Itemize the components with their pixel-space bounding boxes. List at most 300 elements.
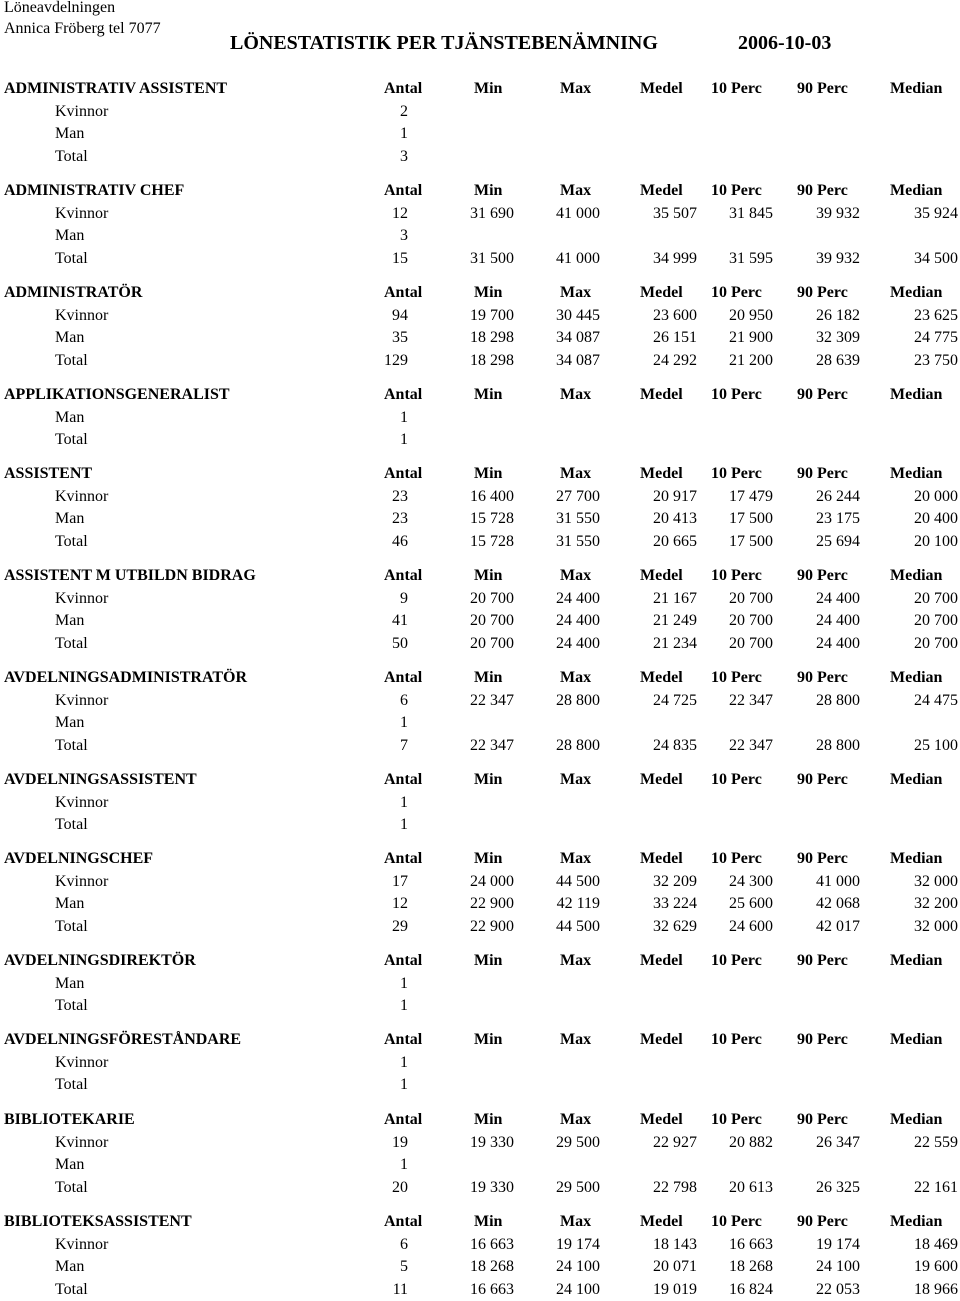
column-header: Medel <box>640 1111 683 1128</box>
cell-value: 7 <box>400 736 408 754</box>
cell-value: 21 249 <box>653 612 697 630</box>
cell-value: 17 500 <box>729 510 773 528</box>
table-row <box>0 712 960 735</box>
cell-value: 21 167 <box>653 589 697 607</box>
column-header: Min <box>474 952 503 969</box>
table-row <box>0 995 960 1018</box>
section-header-row <box>0 1109 960 1132</box>
row-label: Kvinnor <box>55 102 109 120</box>
cell-value: 18 268 <box>729 1258 773 1276</box>
cell-value: 1 <box>400 1156 408 1174</box>
column-header: Medel <box>640 182 683 199</box>
cell-value: 24 292 <box>653 351 697 369</box>
column-header: Median <box>890 80 943 97</box>
cell-value: 30 445 <box>556 306 600 324</box>
cell-value: 20 100 <box>914 532 958 550</box>
column-header: Median <box>890 182 943 199</box>
cell-value: 26 182 <box>816 306 860 324</box>
table-row <box>0 508 960 531</box>
row-label: Kvinnor <box>55 306 109 324</box>
table-row <box>0 916 960 939</box>
cell-value: 28 800 <box>816 691 860 709</box>
column-header: 10 Perc <box>711 1111 762 1128</box>
row-label: Kvinnor <box>55 1133 109 1151</box>
row-label: Kvinnor <box>55 872 109 890</box>
cell-value: 20 700 <box>914 589 958 607</box>
row-label: Man <box>55 974 85 992</box>
cell-value: 22 347 <box>470 736 514 754</box>
column-header: Median <box>890 1031 943 1048</box>
row-label: Kvinnor <box>55 589 109 607</box>
cell-value: 25 694 <box>816 532 860 550</box>
cell-value: 22 927 <box>653 1133 697 1151</box>
section-header-row <box>0 463 960 486</box>
column-header: Max <box>560 1111 592 1128</box>
cell-value: 32 309 <box>816 329 860 347</box>
cell-value: 20 700 <box>914 612 958 630</box>
table-row <box>0 225 960 248</box>
cell-value: 12 <box>392 204 408 222</box>
job-title: ADMINISTRATÖR <box>4 284 143 301</box>
cell-value: 17 500 <box>729 532 773 550</box>
column-header: 10 Perc <box>711 465 762 482</box>
row-label: Kvinnor <box>55 204 109 222</box>
cell-value: 1 <box>400 714 408 732</box>
column-header: Min <box>474 771 503 788</box>
column-header: 10 Perc <box>711 567 762 584</box>
cell-value: 18 469 <box>914 1235 958 1253</box>
job-section <box>0 282 960 372</box>
cell-value: 35 <box>392 329 408 347</box>
column-header: Min <box>474 182 503 199</box>
column-header: Max <box>560 80 592 97</box>
column-header: Medel <box>640 669 683 686</box>
job-section <box>0 950 960 1018</box>
cell-value: 20 700 <box>729 634 773 652</box>
row-label: Man <box>55 895 85 913</box>
table-row <box>0 1279 960 1301</box>
cell-value: 32 000 <box>914 917 958 935</box>
column-header: Medel <box>640 284 683 301</box>
column-header: Antal <box>384 669 423 686</box>
job-title: ASSISTENT <box>4 465 93 482</box>
cell-value: 25 600 <box>729 895 773 913</box>
section-header-row <box>0 950 960 973</box>
column-header: Max <box>560 567 592 584</box>
table-row <box>0 735 960 758</box>
cell-value: 22 900 <box>470 917 514 935</box>
table-row <box>0 531 960 554</box>
job-title: AVDELNINGSDIREKTÖR <box>4 952 196 969</box>
cell-value: 31 550 <box>556 510 600 528</box>
cell-value: 20 700 <box>729 612 773 630</box>
cell-value: 26 325 <box>816 1178 860 1196</box>
section-header-row <box>0 1029 960 1052</box>
job-section <box>0 1029 960 1097</box>
column-header: Antal <box>384 1213 423 1230</box>
table-row <box>0 792 960 815</box>
column-header: Median <box>890 386 943 403</box>
table-row <box>0 327 960 350</box>
job-section <box>0 848 960 938</box>
column-header: Medel <box>640 850 683 867</box>
cell-value: 31 595 <box>729 249 773 267</box>
cell-value: 24 600 <box>729 917 773 935</box>
cell-value: 15 <box>392 249 408 267</box>
column-header: 90 Perc <box>797 567 848 584</box>
job-section <box>0 180 960 270</box>
cell-value: 50 <box>392 634 408 652</box>
cell-value: 20 071 <box>653 1258 697 1276</box>
cell-value: 24 100 <box>556 1258 600 1276</box>
table-row <box>0 1177 960 1200</box>
cell-value: 24 775 <box>914 329 958 347</box>
job-section <box>0 78 960 168</box>
cell-value: 23 625 <box>914 306 958 324</box>
cell-value: 1 <box>400 1076 408 1094</box>
table-row <box>0 486 960 509</box>
cell-value: 20 700 <box>914 634 958 652</box>
cell-value: 16 663 <box>470 1280 514 1298</box>
cell-value: 23 750 <box>914 351 958 369</box>
column-header: Min <box>474 284 503 301</box>
cell-value: 23 <box>392 487 408 505</box>
row-label: Total <box>55 1076 88 1094</box>
cell-value: 16 400 <box>470 487 514 505</box>
cell-value: 41 <box>392 612 408 630</box>
table-row <box>0 350 960 373</box>
column-header: Min <box>474 567 503 584</box>
column-header: Min <box>474 669 503 686</box>
cell-value: 22 347 <box>729 736 773 754</box>
table-row <box>0 973 960 996</box>
column-header: 10 Perc <box>711 669 762 686</box>
column-header: Median <box>890 771 943 788</box>
column-header: 90 Perc <box>797 386 848 403</box>
column-header: Antal <box>384 567 423 584</box>
table-row <box>0 690 960 713</box>
cell-value: 24 400 <box>816 589 860 607</box>
column-header: Max <box>560 952 592 969</box>
report-date: 2006-10-03 <box>738 32 832 54</box>
column-header: 10 Perc <box>711 771 762 788</box>
column-header: Min <box>474 1213 503 1230</box>
row-label: Kvinnor <box>55 793 109 811</box>
cell-value: 19 330 <box>470 1178 514 1196</box>
cell-value: 42 119 <box>556 895 600 913</box>
cell-value: 24 400 <box>816 634 860 652</box>
cell-value: 24 100 <box>556 1280 600 1298</box>
cell-value: 20 413 <box>653 510 697 528</box>
cell-value: 32 000 <box>914 872 958 890</box>
table-row <box>0 1052 960 1075</box>
table-row <box>0 407 960 430</box>
column-header: Medel <box>640 80 683 97</box>
cell-value: 20 400 <box>914 510 958 528</box>
cell-value: 19 174 <box>556 1235 600 1253</box>
section-header-row <box>0 180 960 203</box>
cell-value: 31 845 <box>729 204 773 222</box>
cell-value: 20 <box>392 1178 408 1196</box>
cell-value: 20 700 <box>470 589 514 607</box>
cell-value: 1 <box>400 974 408 992</box>
cell-value: 35 924 <box>914 204 958 222</box>
cell-value: 34 999 <box>653 249 697 267</box>
job-section <box>0 1211 960 1301</box>
column-header: 10 Perc <box>711 386 762 403</box>
table-row <box>0 1256 960 1279</box>
column-header: Min <box>474 1031 503 1048</box>
cell-value: 18 268 <box>470 1258 514 1276</box>
job-title: ASSISTENT M UTBILDN BIDRAG <box>4 567 256 584</box>
cell-value: 33 224 <box>653 895 697 913</box>
cell-value: 3 <box>400 227 408 245</box>
column-header: Max <box>560 669 592 686</box>
cell-value: 22 559 <box>914 1133 958 1151</box>
cell-value: 22 053 <box>816 1280 860 1298</box>
section-header-row <box>0 1211 960 1234</box>
row-label: Total <box>55 431 88 449</box>
column-header: Max <box>560 284 592 301</box>
cell-value: 34 087 <box>556 351 600 369</box>
job-section <box>0 667 960 757</box>
cell-value: 24 475 <box>914 691 958 709</box>
column-header: 10 Perc <box>711 850 762 867</box>
column-header: Medel <box>640 952 683 969</box>
row-label: Total <box>55 351 88 369</box>
cell-value: 16 663 <box>470 1235 514 1253</box>
cell-value: 22 347 <box>729 691 773 709</box>
cell-value: 18 966 <box>914 1280 958 1298</box>
column-header: Max <box>560 771 592 788</box>
job-title: BIBLIOTEKSASSISTENT <box>4 1213 192 1230</box>
cell-value: 1 <box>400 125 408 143</box>
cell-value: 24 300 <box>729 872 773 890</box>
cell-value: 20 882 <box>729 1133 773 1151</box>
column-header: Min <box>474 1111 503 1128</box>
row-label: Total <box>55 917 88 935</box>
table-row <box>0 610 960 633</box>
cell-value: 19 019 <box>653 1280 697 1298</box>
cell-value: 15 728 <box>470 532 514 550</box>
cell-value: 34 500 <box>914 249 958 267</box>
cell-value: 39 932 <box>816 249 860 267</box>
cell-value: 28 800 <box>556 691 600 709</box>
column-header: Median <box>890 465 943 482</box>
column-header: Min <box>474 80 503 97</box>
job-title: AVDELNINGSFÖRESTÅNDARE <box>4 1031 242 1048</box>
row-label: Man <box>55 1156 85 1174</box>
column-header: 90 Perc <box>797 850 848 867</box>
cell-value: 24 000 <box>470 872 514 890</box>
cell-value: 2 <box>400 102 408 120</box>
column-header: Medel <box>640 771 683 788</box>
department-name: Löneavdelningen <box>4 0 116 16</box>
cell-value: 1 <box>400 408 408 426</box>
row-label: Total <box>55 1280 88 1298</box>
row-label: Man <box>55 714 85 732</box>
column-header: Median <box>890 1213 943 1230</box>
cell-value: 42 068 <box>816 895 860 913</box>
section-header-row <box>0 848 960 871</box>
cell-value: 1 <box>400 793 408 811</box>
cell-value: 39 932 <box>816 204 860 222</box>
column-header: Median <box>890 567 943 584</box>
cell-value: 94 <box>392 306 408 324</box>
job-title: ADMINISTRATIV ASSISTENT <box>4 80 228 97</box>
table-row <box>0 123 960 146</box>
column-header: Antal <box>384 1111 423 1128</box>
row-label: Total <box>55 249 88 267</box>
cell-value: 22 798 <box>653 1178 697 1196</box>
row-label: Man <box>55 408 85 426</box>
column-header: Medel <box>640 1213 683 1230</box>
job-title: BIBLIOTEKARIE <box>4 1111 135 1128</box>
column-header: Antal <box>384 1031 423 1048</box>
cell-value: 12 <box>392 895 408 913</box>
column-header: 90 Perc <box>797 952 848 969</box>
column-header: 90 Perc <box>797 80 848 97</box>
cell-value: 23 <box>392 510 408 528</box>
row-label: Total <box>55 532 88 550</box>
column-header: Antal <box>384 80 423 97</box>
column-header: Min <box>474 386 503 403</box>
column-header: 90 Perc <box>797 1031 848 1048</box>
table-row <box>0 305 960 328</box>
column-header: Median <box>890 669 943 686</box>
cell-value: 29 500 <box>556 1178 600 1196</box>
cell-value: 15 728 <box>470 510 514 528</box>
cell-value: 41 000 <box>556 249 600 267</box>
cell-value: 46 <box>392 532 408 550</box>
table-row <box>0 1234 960 1257</box>
cell-value: 19 330 <box>470 1133 514 1151</box>
cell-value: 44 500 <box>556 872 600 890</box>
cell-value: 28 800 <box>816 736 860 754</box>
job-title: APPLIKATIONSGENERALIST <box>4 386 230 403</box>
column-header: Medel <box>640 1031 683 1048</box>
job-section <box>0 1109 960 1199</box>
cell-value: 6 <box>400 691 408 709</box>
cell-value: 29 <box>392 917 408 935</box>
section-header-row <box>0 769 960 792</box>
cell-value: 32 209 <box>653 872 697 890</box>
cell-value: 41 000 <box>816 872 860 890</box>
column-header: Antal <box>384 850 423 867</box>
column-header: Max <box>560 1213 592 1230</box>
row-label: Man <box>55 612 85 630</box>
column-header: Min <box>474 850 503 867</box>
cell-value: 22 900 <box>470 895 514 913</box>
cell-value: 32 200 <box>914 895 958 913</box>
column-header: Median <box>890 284 943 301</box>
column-header: 90 Perc <box>797 1213 848 1230</box>
table-row <box>0 146 960 169</box>
column-header: Max <box>560 465 592 482</box>
cell-value: 5 <box>400 1258 408 1276</box>
cell-value: 20 665 <box>653 532 697 550</box>
cell-value: 20 000 <box>914 487 958 505</box>
job-title: AVDELNINGSCHEF <box>4 850 154 867</box>
column-header: 90 Perc <box>797 182 848 199</box>
report-title: LÖNESTATISTIK PER TJÄNSTEBENÄMNING <box>230 32 658 54</box>
cell-value: 17 <box>392 872 408 890</box>
column-header: 90 Perc <box>797 771 848 788</box>
cell-value: 27 700 <box>556 487 600 505</box>
cell-value: 3 <box>400 147 408 165</box>
column-header: 10 Perc <box>711 80 762 97</box>
cell-value: 20 700 <box>729 589 773 607</box>
cell-value: 19 700 <box>470 306 514 324</box>
job-title: AVDELNINGSADMINISTRATÖR <box>4 669 248 686</box>
cell-value: 1 <box>400 1053 408 1071</box>
column-header: Antal <box>384 284 423 301</box>
table-row <box>0 1132 960 1155</box>
cell-value: 42 017 <box>816 917 860 935</box>
cell-value: 1 <box>400 431 408 449</box>
cell-value: 22 347 <box>470 691 514 709</box>
row-label: Man <box>55 1258 85 1276</box>
cell-value: 24 835 <box>653 736 697 754</box>
cell-value: 24 400 <box>556 612 600 630</box>
section-header-row <box>0 667 960 690</box>
column-header: Max <box>560 850 592 867</box>
cell-value: 32 629 <box>653 917 697 935</box>
row-label: Total <box>55 1178 88 1196</box>
row-label: Total <box>55 147 88 165</box>
cell-value: 18 298 <box>470 351 514 369</box>
section-header-row <box>0 282 960 305</box>
column-header: Antal <box>384 952 423 969</box>
cell-value: 24 400 <box>556 634 600 652</box>
column-header: Medel <box>640 567 683 584</box>
job-section <box>0 384 960 452</box>
cell-value: 18 143 <box>653 1235 697 1253</box>
row-label: Man <box>55 227 85 245</box>
cell-value: 41 000 <box>556 204 600 222</box>
table-row <box>0 203 960 226</box>
row-label: Total <box>55 736 88 754</box>
cell-value: 26 151 <box>653 329 697 347</box>
column-header: 10 Perc <box>711 182 762 199</box>
column-header: Antal <box>384 771 423 788</box>
job-title: AVDELNINGSASSISTENT <box>4 771 197 788</box>
column-header: Median <box>890 952 943 969</box>
column-header: 90 Perc <box>797 465 848 482</box>
cell-value: 44 500 <box>556 917 600 935</box>
cell-value: 18 298 <box>470 329 514 347</box>
table-row <box>0 101 960 124</box>
table-row <box>0 588 960 611</box>
column-header: Max <box>560 1031 592 1048</box>
cell-value: 28 639 <box>816 351 860 369</box>
table-row <box>0 814 960 837</box>
table-row <box>0 893 960 916</box>
cell-value: 16 824 <box>729 1280 773 1298</box>
cell-value: 1 <box>400 816 408 834</box>
cell-value: 24 725 <box>653 691 697 709</box>
cell-value: 11 <box>392 1280 408 1298</box>
cell-value: 9 <box>400 589 408 607</box>
table-row <box>0 633 960 656</box>
cell-value: 34 087 <box>556 329 600 347</box>
column-header: Antal <box>384 465 423 482</box>
job-section <box>0 769 960 837</box>
cell-value: 28 800 <box>556 736 600 754</box>
row-label: Man <box>55 125 85 143</box>
column-header: 10 Perc <box>711 1031 762 1048</box>
cell-value: 29 500 <box>556 1133 600 1151</box>
